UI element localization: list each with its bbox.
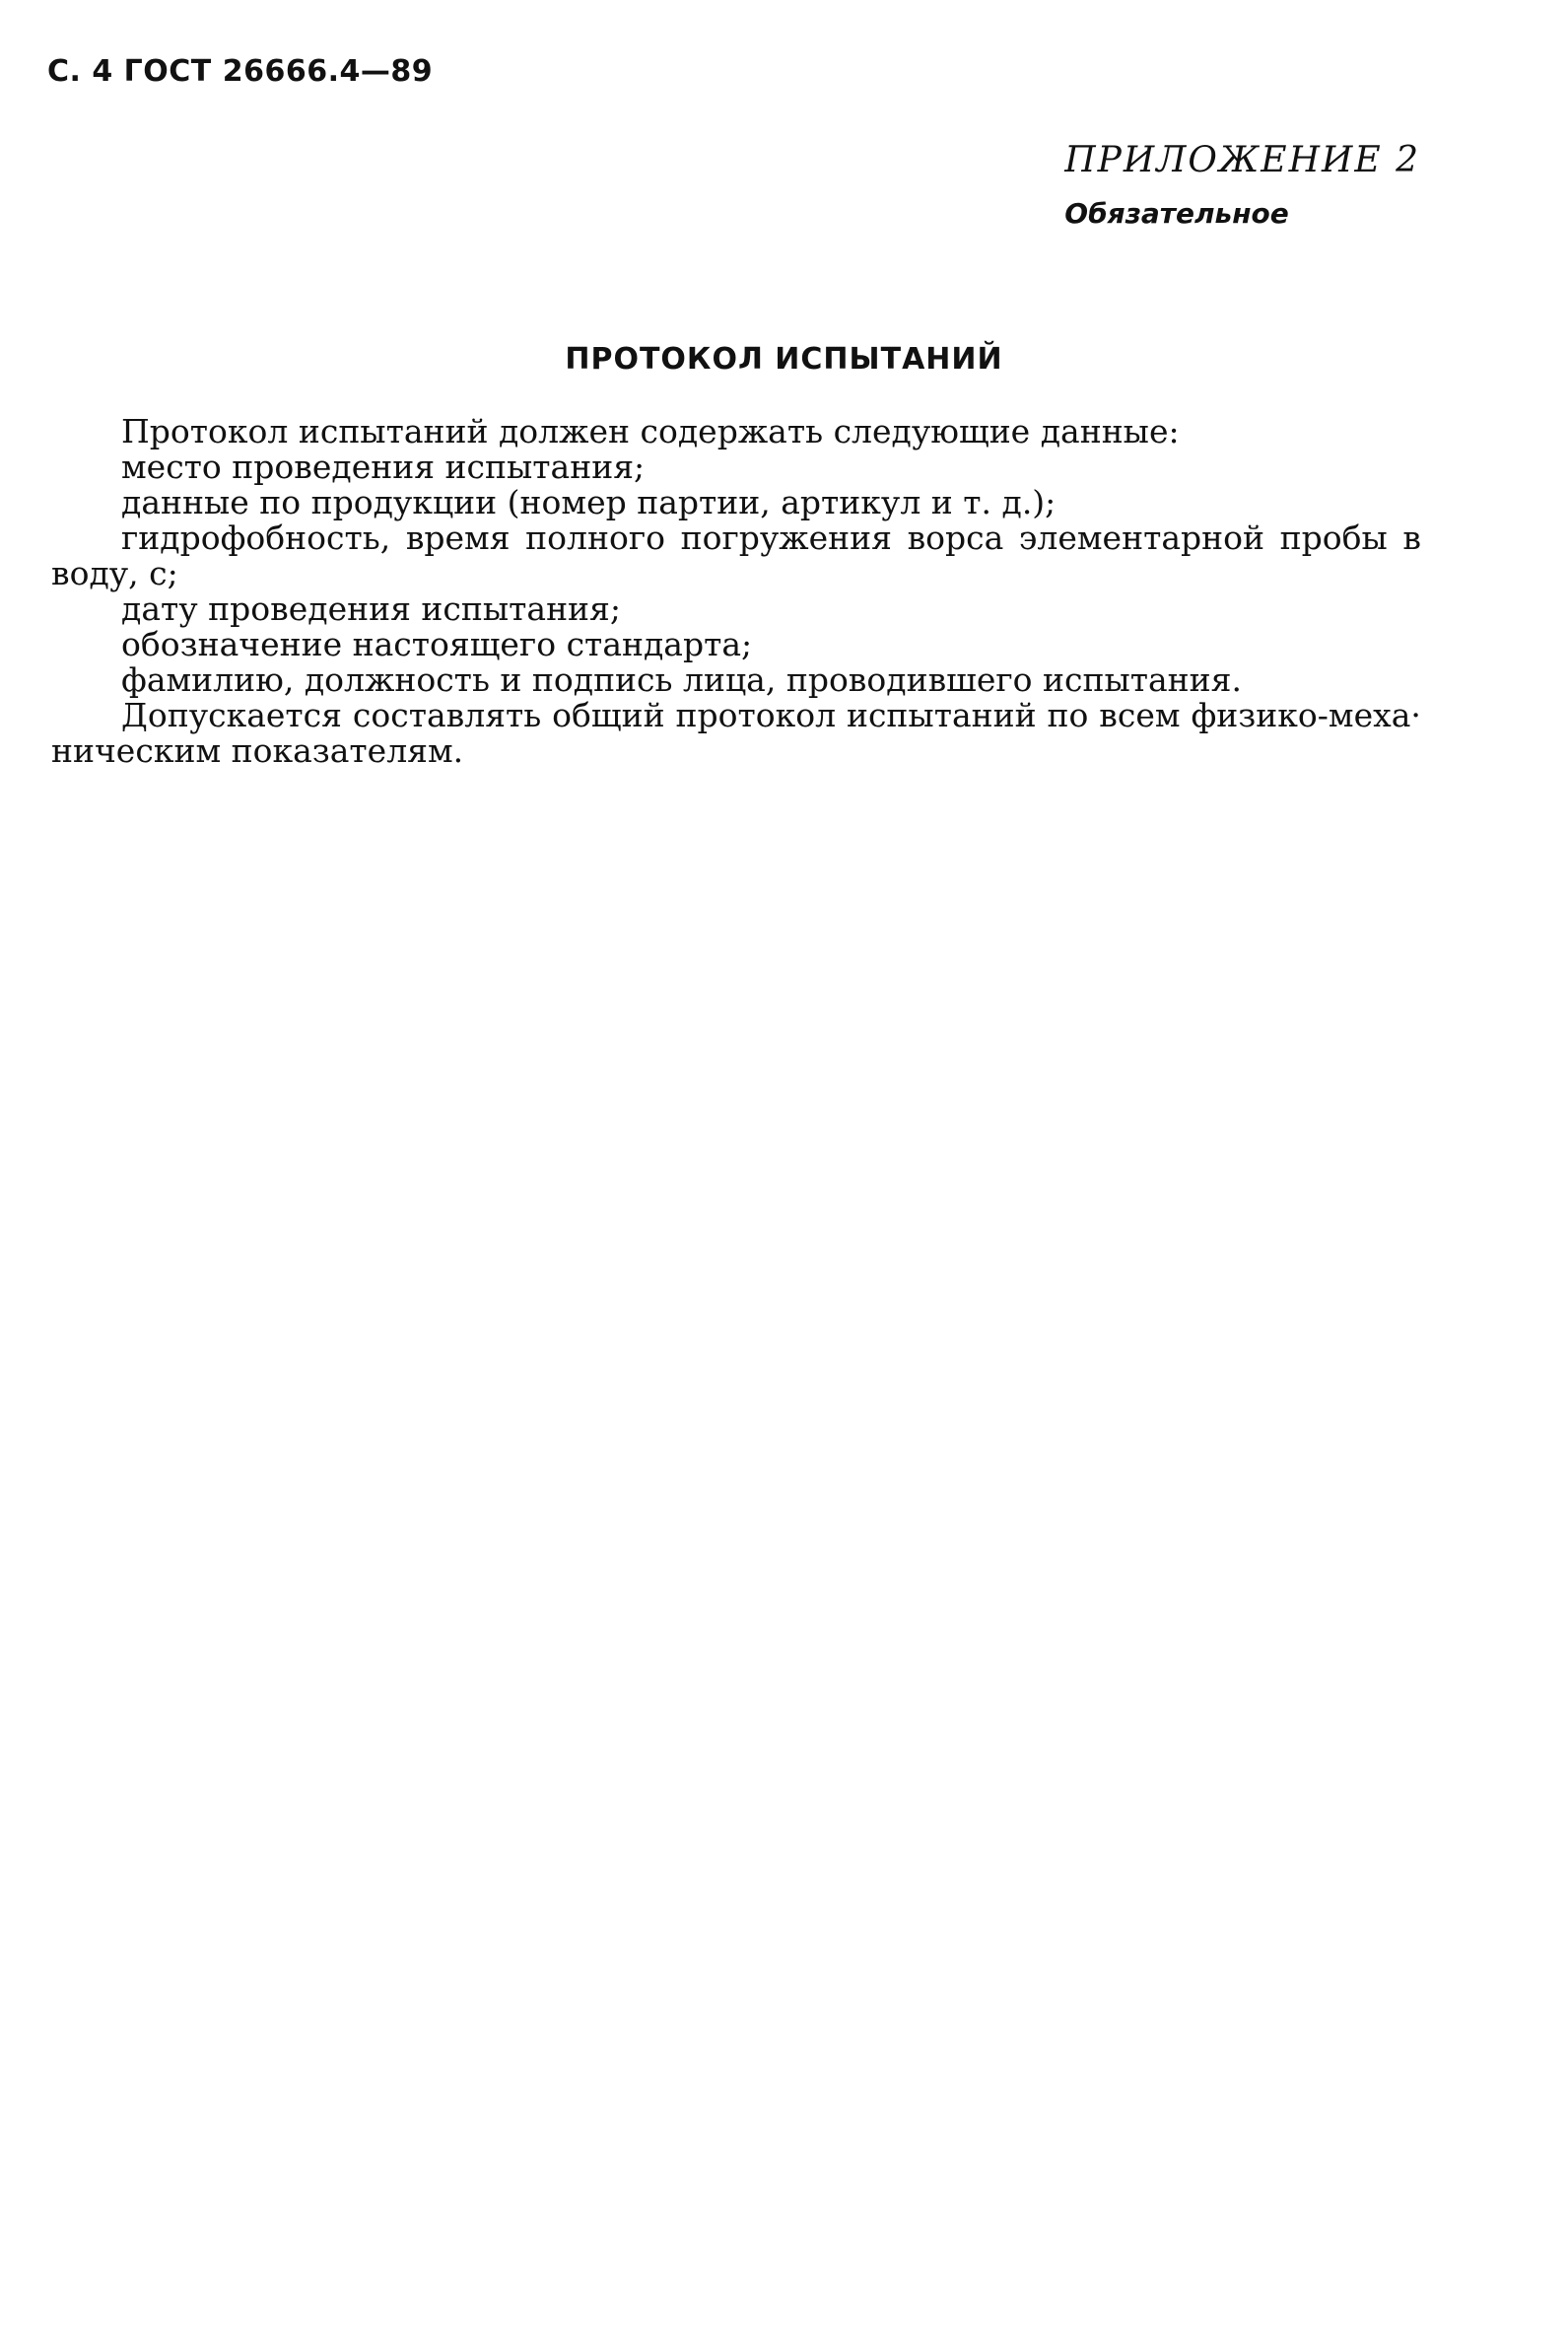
word: общий bbox=[552, 696, 665, 734]
list-item: фамилию, должность и подпись лица, проводившего испытания. bbox=[121, 660, 1242, 699]
appendix-block bbox=[1064, 140, 1420, 230]
appendix-status: Обязательное bbox=[1064, 197, 1289, 230]
word: физико-меха· bbox=[1191, 696, 1421, 734]
paragraph-line-continuation: ническим показателям. bbox=[51, 731, 464, 770]
body-text bbox=[51, 414, 1421, 769]
word: гидрофобность, bbox=[121, 518, 391, 557]
word: составлять bbox=[352, 696, 542, 734]
word: протокол bbox=[675, 696, 837, 734]
paragraph-line: Протокол испытаний должен содержать следующие данные: bbox=[121, 412, 1180, 450]
word: погружения bbox=[680, 518, 892, 557]
list-item: место проведения испытания; bbox=[121, 448, 646, 486]
word: всем bbox=[1099, 696, 1181, 734]
word: полного bbox=[525, 518, 665, 557]
page-header: С. 4 ГОСТ 26666.4—89 bbox=[47, 54, 434, 89]
list-item bbox=[51, 520, 1421, 556]
word: время bbox=[405, 518, 511, 557]
document-title: ПРОТОКОЛ ИСПЫТАНИЙ bbox=[565, 342, 1003, 377]
appendix-title: ПРИЛОЖЕНИЕ 2 bbox=[1064, 140, 1420, 180]
word: Допускается bbox=[121, 696, 342, 734]
list-item: дату проведения испытания; bbox=[121, 589, 621, 628]
word: по bbox=[1047, 696, 1089, 734]
word: ворса bbox=[907, 518, 1004, 557]
list-item: данные по продукции (номер партии, артикул и т. д.); bbox=[121, 483, 1057, 521]
word: в bbox=[1402, 518, 1421, 557]
list-item-continuation: воду, с; bbox=[51, 554, 178, 592]
paragraph-line bbox=[51, 698, 1421, 733]
word: элементарной bbox=[1018, 518, 1264, 557]
word: испытаний bbox=[846, 696, 1037, 734]
word: пробы bbox=[1279, 518, 1388, 557]
list-item: обозначение настоящего стандарта; bbox=[121, 625, 753, 663]
